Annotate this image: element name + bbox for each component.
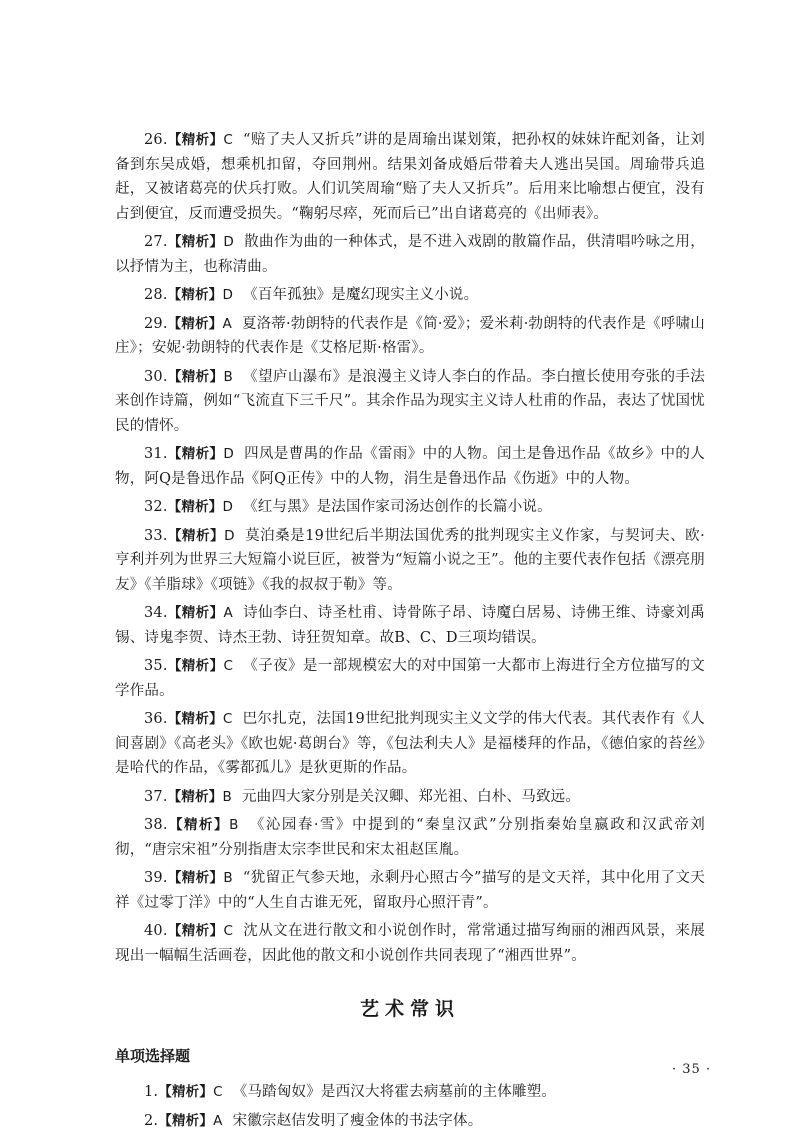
answer-letter: B	[223, 870, 233, 886]
entry-number: 27.	[144, 234, 168, 250]
answer-letter: D	[222, 287, 234, 303]
explanation-text: 《马踏匈奴》是西汉大将霍去病墓前的主体雕塑。	[232, 1084, 557, 1100]
answer-letter: C	[223, 658, 234, 674]
page-number: · 35 ·	[672, 1062, 712, 1077]
entry-number: 39.	[144, 870, 168, 886]
analysis-tag: 【精析】	[167, 234, 224, 250]
analysis-tag: 【精析】	[167, 315, 223, 332]
explanation-text: “赔了夫人又折兵”讲的是周瑜出谋划策，把孙权的妹妹许配刘备，让刘备到东吴成婚，想乘机扣留，夺回荆州。结果刘备成婚后带着夫人逃出吴国。周瑜带兵追赶，又被诸葛亮的伏兵打败。人们讥笑周瑜“赔了夫人又折兵”。后用来比喻想占便宜，没有占到便宜，反而遭受损失。“鞠躬尽瘁，死而后已”出自诸葛亮的《出师表》。	[115, 132, 705, 222]
answer-entry	[115, 866, 705, 915]
analysis-tag: 【精析】	[167, 605, 224, 621]
answer-entry	[115, 365, 705, 439]
entry-number: 36.	[144, 711, 168, 727]
analysis-tag: 【精析】	[167, 923, 224, 939]
entry-number: 37.	[144, 788, 168, 805]
explanation-text: 诗仙李白、诗圣杜甫、诗骨陈子昂、诗魔白居易、诗佛王维、诗豪刘禹锡、诗鬼李贺、诗杰王勃、诗狂贺知章。故B、C、D三项均错误。	[115, 605, 705, 646]
explanation-text: 四凤是曹禺的作品《雷雨》中的人物。闰土是鲁迅作品《故乡》中的人物，阿Q是鲁迅作品《阿Q正传》中的人物，涓生是鲁迅作品《伤逝》中的人物。	[115, 446, 705, 487]
explanation-text: 《子夜》是一部规模宏大的对中国第一大都市上海进行全方位描写的文学作品。	[115, 658, 705, 699]
answer-letter: A	[213, 1112, 223, 1129]
analysis-tag: 【精析】	[167, 527, 225, 544]
analysis-tag: 【精析】	[167, 817, 230, 833]
answer-entry	[115, 1080, 705, 1105]
answer-letter: C	[213, 1084, 223, 1100]
analysis-tag: 【精析】	[167, 132, 224, 148]
entry-number: 30.	[144, 368, 168, 385]
answer-entry	[115, 601, 705, 650]
entry-number: 35.	[144, 658, 168, 674]
entry-number: 29.	[144, 315, 168, 332]
answer-entry	[115, 230, 705, 279]
entry-number: 2.	[144, 1112, 159, 1129]
answer-letter: D	[224, 527, 235, 544]
analysis-tag: 【精析】	[167, 870, 224, 886]
answer-list-art	[115, 1080, 705, 1133]
analysis-tag: 【精析】	[167, 658, 224, 674]
explanation-text: 《望庐山瀑布》是浪漫主义诗人李白的作品。李白擅长使用夸张的手法来创作诗篇，例如“飞流直下三千尺”。其余作品为现实主义诗人杜甫的作品，表达了忧国忧民的情怀。	[115, 368, 705, 434]
entry-number: 1.	[144, 1084, 159, 1100]
explanation-text: 夏洛蒂·勃朗特的代表作是《简·爱》；爱米莉·勃朗特的代表作是《呼啸山庄》；安妮·勃朗特的代表作是《艾格尼斯·格雷》。	[115, 315, 705, 356]
explanation-text: 宋徽宗赵佶发明了瘦金体的书法字体。	[232, 1112, 483, 1129]
analysis-tag: 【精析】	[158, 1084, 214, 1100]
explanation-text: 沈从文在进行散文和小说创作时，常常通过描写绚丽的湘西风景，来展现出一幅幅生活画卷，因此他的散文和小说创作共同表现了“湘西世界”。	[115, 923, 705, 964]
explanation-text: 莫泊桑是19世纪后半期法国优秀的批判现实主义作家，与契诃夫、欧·亨利并列为世界三大短篇小说巨匠，被誉为“短篇小说之王”。他的主要代表作包括《漂亮朋友》《羊脂球》《项链》《我的叔叔于勒》等。	[115, 527, 705, 593]
answer-letter: D	[222, 499, 234, 515]
answer-letter: B	[229, 817, 239, 833]
section-title: 艺术常识	[359, 998, 460, 1020]
entry-number: 31.	[144, 446, 168, 462]
analysis-tag: 【精析】	[158, 1112, 214, 1129]
explanation-text: 散曲作为曲的一种体式，是不进入戏剧的散篇作品，供清唱吟咏之用，以抒情为主，也称清曲。	[115, 234, 705, 275]
answer-entry	[115, 495, 705, 520]
answer-letter: C	[222, 711, 233, 727]
answer-entry	[115, 283, 705, 308]
analysis-tag: 【精析】	[167, 711, 223, 727]
answer-entry	[115, 312, 705, 361]
answer-letter: C	[223, 132, 234, 148]
answer-entry	[115, 654, 705, 703]
explanation-text: 《红与黑》是法国作家司汤达创作的长篇小说。	[243, 499, 552, 515]
entry-number: 32.	[144, 499, 168, 515]
page-content	[115, 128, 705, 1137]
entry-number: 38.	[144, 817, 168, 833]
entry-number: 28.	[144, 287, 168, 303]
explanation-text: 《百年孤独》是魔幻现实主义小说。	[243, 287, 479, 303]
analysis-tag: 【精析】	[167, 788, 223, 805]
answer-letter: D	[223, 234, 234, 250]
explanation-text: “犹留正气参天地，永剩丹心照古今”描写的是文天祥，其中化用了文天祥《过零丁洋》中的“人生自古谁无死，留取丹心照汗青”。	[115, 870, 705, 911]
answer-entry	[115, 524, 705, 598]
analysis-tag: 【精析】	[167, 287, 223, 303]
answer-entry	[115, 785, 705, 810]
answer-entry	[115, 919, 705, 968]
explanation-text: 元曲四大家分别是关汉卿、郑光祖、白朴、马致远。	[241, 788, 581, 805]
entry-number: 26.	[144, 132, 168, 148]
entry-number: 34.	[144, 605, 168, 621]
explanation-text: 《沁园春·雪》中提到的“秦皇汉武”分别指秦始皇嬴政和汉武帝刘彻，“唐宗宋祖”分别指唐太宗李世民和宋太祖赵匡胤。	[115, 817, 705, 858]
answer-letter: D	[223, 446, 234, 462]
answer-entry	[115, 707, 705, 781]
explanation-text: 巴尔扎克，法国19世纪批判现实主义文学的伟大代表。其代表作有《人间喜剧》《高老头》《欧也妮·葛朗台》等，《包法利夫人》是福楼拜的作品，《德伯家的苔丝》是哈代的作品，《雾都孤儿》是狄更斯的作品。	[115, 711, 705, 776]
answer-letter: A	[223, 605, 233, 621]
answer-letter: A	[222, 315, 232, 332]
answer-entry	[115, 442, 705, 491]
analysis-tag: 【精析】	[167, 499, 223, 515]
answer-entry	[115, 128, 705, 226]
entry-number: 33.	[144, 527, 168, 544]
answer-letter: B	[223, 368, 233, 385]
sub-title: 单项选择题	[115, 1047, 191, 1065]
entry-number: 40.	[144, 923, 168, 939]
answer-letter: B	[222, 788, 232, 805]
answer-letter: C	[223, 923, 234, 939]
analysis-tag: 【精析】	[167, 446, 224, 462]
answer-list-literature	[115, 128, 705, 968]
answer-entry	[115, 813, 705, 862]
answer-entry	[115, 1109, 705, 1134]
analysis-tag: 【精析】	[167, 368, 224, 385]
